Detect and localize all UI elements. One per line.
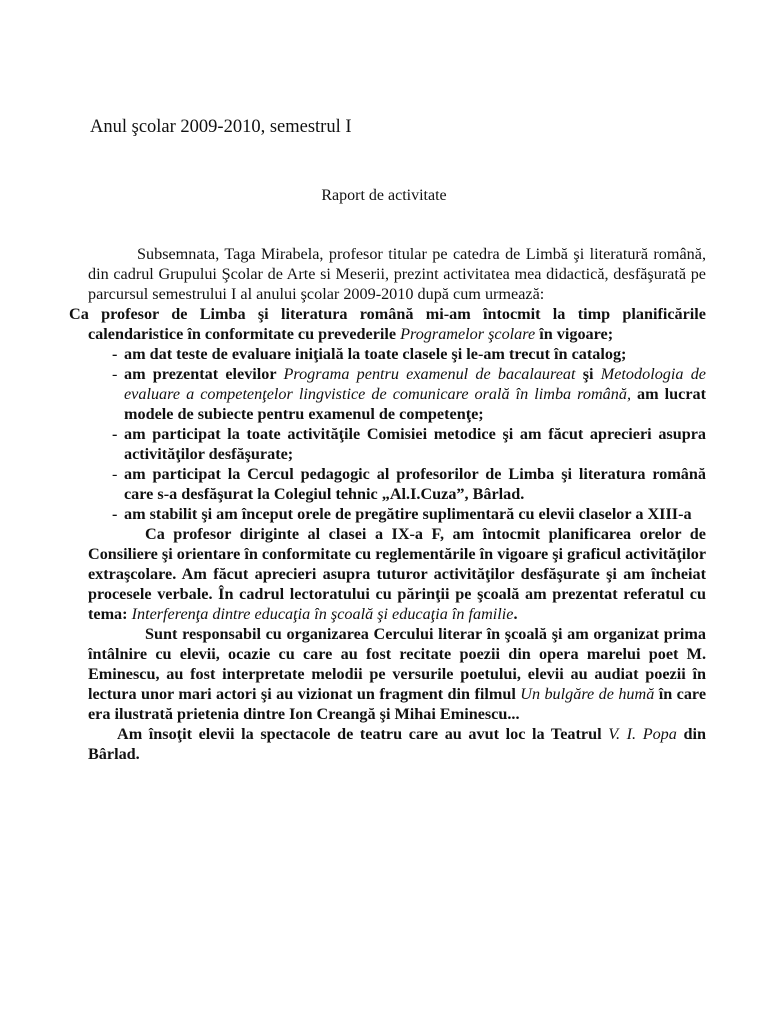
cerc-literar-paragraph — [88, 624, 706, 724]
document-body — [69, 244, 707, 764]
list-item-text: am lucrat modele de subiecte pentru examenul de competenţe; — [124, 385, 706, 423]
list-item: - am stabilit şi am început orele de pregătire suplimentară cu elevii claselor a XIII-a — [88, 504, 706, 524]
teatru-name: V. I. Popa — [608, 725, 677, 743]
list-item — [88, 364, 706, 424]
list-item: - am participat la Cercul pedagogic al profesorilor de Limba şi literatura română care s-a desfăşurat la Colegiul tehnic „Al.I.Cuza”, Bârlad. — [88, 464, 706, 504]
list-item-text: am prezentat elevilor — [124, 365, 284, 383]
intro-paragraph: Subsemnata, Taga Mirabela, profesor titular pe catedra de Limbă şi literatură română, din cadrul Grupului Şcolar de Arte si Meserii, prezint activitatea mea didactică, desfăşurată pe parcursul semestrului I al anului şcolar 2009-2010 după cum urmează: — [88, 245, 706, 303]
diriginte-paragraph — [88, 524, 706, 624]
film-title: Un bulgăre de humă — [520, 685, 655, 703]
profesor-text-end: în vigoare; — [535, 325, 614, 343]
diriginte-text-end: . — [513, 605, 518, 623]
cerc-text: Sunt responsabil cu organizarea Cercului literar în şcoală şi am organizat prima întâlnire cu elevii, ocazie cu care au fost recitate poezii din opera marelui poet M. Eminescu, au fost interpretate melodii pe versurile poetului, elevii au audiat poezii în lectura unor mari actori şi au vizionat un fragment din filmul — [88, 625, 706, 703]
programa-title: Programa pentru examenul de bacalaureat — [283, 365, 576, 383]
profesor-text: Ca profesor de Limba şi literatura română mi-am întocmit la timp planificările calendaristice în conformitate cu prevederile — [69, 305, 706, 343]
profesor-paragraph — [69, 304, 706, 344]
document-title: Raport de activitate — [321, 187, 447, 204]
metodologia-title: Metodologia de evaluare a competenţelor lingvistice de comunicare orală în limba română, — [124, 365, 706, 403]
list-item: - am dat teste de evaluare iniţială la toate clasele şi le-am trecut în catalog; — [88, 344, 706, 364]
cerc-text-end: în care era ilustrată prietenia dintre Ion Creangă şi Mihai Eminescu... — [88, 685, 707, 723]
document-heading: Anul şcolar 2009-2010, semestrul I — [90, 117, 352, 137]
list-item-text: şi — [575, 365, 601, 383]
teatru-text-end: din Bârlad. — [88, 725, 706, 763]
activities-list — [88, 344, 706, 524]
diriginte-text: Ca profesor diriginte al clasei a IX-a F, am întocmit planificarea orelor de Consiliere şi orientare în conformitate cu reglementările în vigoare şi graficul activităţilor extraşcolare. Am făcut aprecieri asupra tuturor activităţilor desfăşurate şi am încheiat procesele verbale. În cadrul lectoratului cu părinţii pe şcoală am prezentat referatul cu tema: — [88, 525, 706, 623]
list-item: - am participat la toate activităţile Comisiei metodice şi am făcut aprecieri asupra activităţilor desfăşurate; — [88, 424, 706, 464]
referat-title: Interferenţa dintre educaţia în şcoală şi educaţia în familie — [131, 605, 514, 623]
teatru-text: Am însoţit elevii la spectacole de teatru care au avut loc la Teatrul — [117, 725, 609, 743]
teatru-paragraph — [88, 724, 706, 764]
programe-scolare-title: Programelor şcolare — [400, 325, 536, 343]
